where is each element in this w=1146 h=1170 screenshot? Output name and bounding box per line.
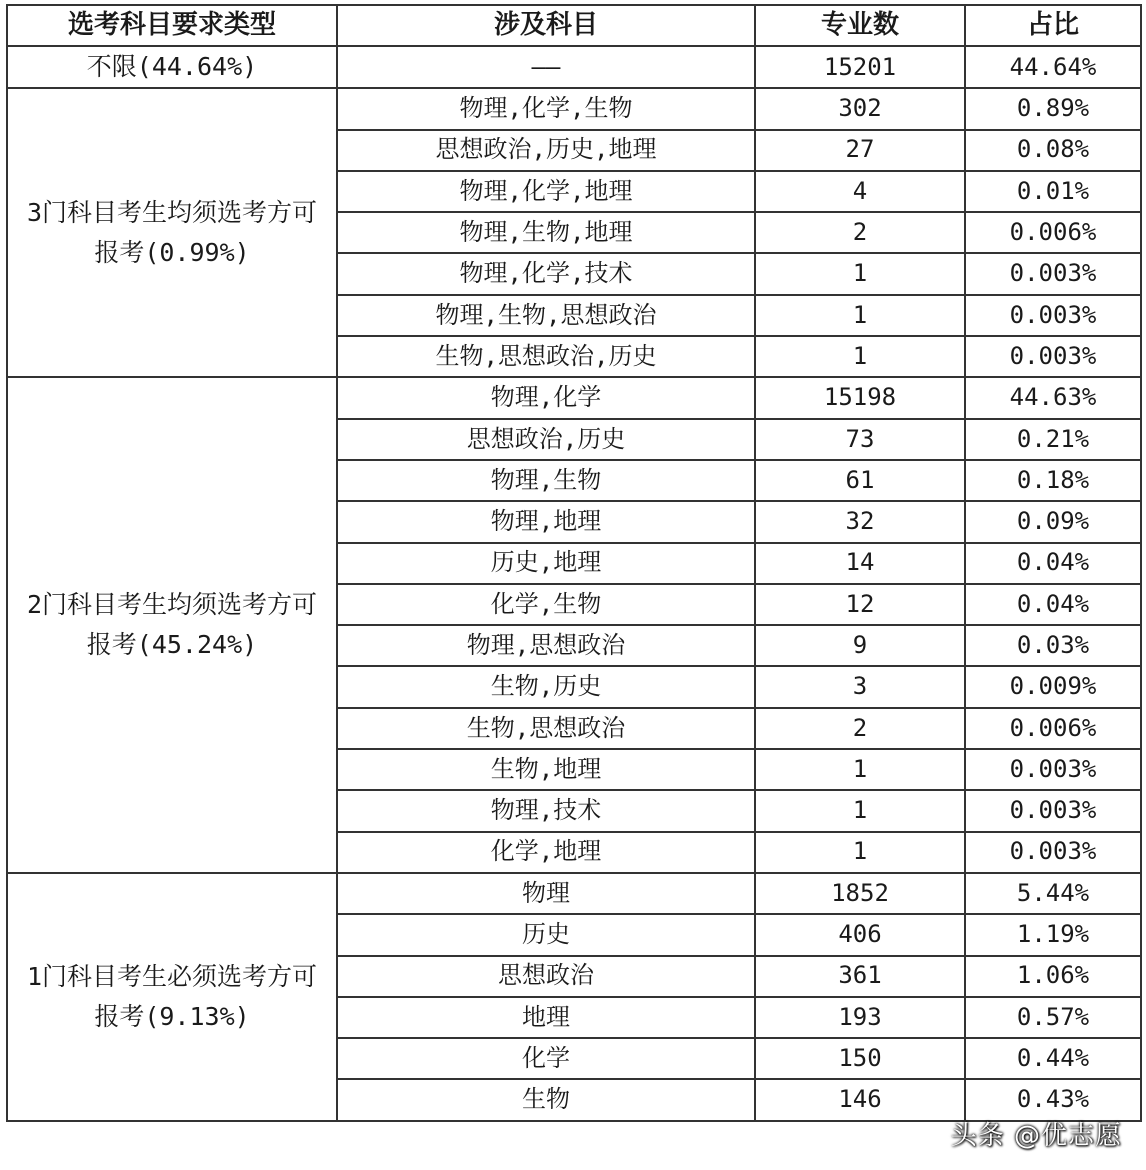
subjects-cell: 生物 — [337, 1079, 755, 1120]
major-count-cell: 361 — [755, 956, 965, 997]
subjects-cell: 物理,生物 — [337, 460, 755, 501]
major-count-cell: 1 — [755, 295, 965, 336]
ratio-cell: 0.003% — [965, 790, 1141, 831]
major-count-cell: 406 — [755, 914, 965, 955]
subjects-cell: 化学,生物 — [337, 584, 755, 625]
major-count-cell: 27 — [755, 130, 965, 171]
subjects-cell: 物理,化学 — [337, 377, 755, 418]
requirement-type-cell: 2门科目考生均须选考方可报考(45.24%) — [7, 377, 337, 873]
major-count-cell: 302 — [755, 88, 965, 129]
subjects-cell: 生物,历史 — [337, 666, 755, 707]
ratio-cell: 0.009% — [965, 666, 1141, 707]
table-row — [7, 377, 1141, 418]
subjects-cell: 历史 — [337, 914, 755, 955]
subjects-cell: 地理 — [337, 997, 755, 1038]
major-count-cell: 73 — [755, 419, 965, 460]
header-ratio: 占比 — [965, 5, 1141, 46]
major-count-cell: 61 — [755, 460, 965, 501]
subjects-cell: 思想政治,历史,地理 — [337, 130, 755, 171]
ratio-cell: 0.003% — [965, 336, 1141, 377]
major-count-cell: 3 — [755, 666, 965, 707]
major-count-cell: 1 — [755, 790, 965, 831]
ratio-cell: 1.19% — [965, 914, 1141, 955]
major-count-cell: 15198 — [755, 377, 965, 418]
ratio-cell: 0.01% — [965, 171, 1141, 212]
ratio-cell: 0.03% — [965, 625, 1141, 666]
subjects-cell: 生物,思想政治,历史 — [337, 336, 755, 377]
major-count-cell: 146 — [755, 1079, 965, 1120]
ratio-cell: 0.43% — [965, 1079, 1141, 1120]
ratio-cell: 0.89% — [965, 88, 1141, 129]
subjects-cell: 历史,地理 — [337, 543, 755, 584]
major-count-cell: 14 — [755, 543, 965, 584]
major-count-cell: 1 — [755, 749, 965, 790]
ratio-cell: 5.44% — [965, 873, 1141, 914]
subjects-cell: 思想政治 — [337, 956, 755, 997]
ratio-cell: 0.09% — [965, 501, 1141, 542]
ratio-cell: 0.003% — [965, 832, 1141, 873]
major-count-cell: 1 — [755, 832, 965, 873]
table-body — [7, 46, 1141, 1120]
subjects-cell: 物理,思想政治 — [337, 625, 755, 666]
subjects-cell: 物理,地理 — [337, 501, 755, 542]
subjects-cell: 物理,化学,地理 — [337, 171, 755, 212]
subjects-cell: 物理,生物,地理 — [337, 212, 755, 253]
requirement-type-cell: 3门科目考生均须选考方可报考(0.99%) — [7, 88, 337, 377]
subjects-cell: 物理,技术 — [337, 790, 755, 831]
major-count-cell: 15201 — [755, 46, 965, 88]
header-major-count: 专业数 — [755, 5, 965, 46]
header-row — [7, 5, 1141, 46]
major-count-cell: 2 — [755, 708, 965, 749]
table-row — [7, 88, 1141, 129]
major-count-cell: 2 — [755, 212, 965, 253]
ratio-cell: 0.04% — [965, 543, 1141, 584]
header-requirement-type: 选考科目要求类型 — [7, 5, 337, 46]
ratio-cell: 44.63% — [965, 377, 1141, 418]
ratio-cell: 0.006% — [965, 212, 1141, 253]
major-count-cell: 4 — [755, 171, 965, 212]
major-count-cell: 1 — [755, 253, 965, 294]
ratio-cell: 0.003% — [965, 253, 1141, 294]
ratio-cell: 0.003% — [965, 749, 1141, 790]
major-count-cell: 1 — [755, 336, 965, 377]
requirement-type-cell: 1门科目考生必须选考方可报考(9.13%) — [7, 873, 337, 1121]
subjects-cell: 物理 — [337, 873, 755, 914]
ratio-cell: 0.21% — [965, 419, 1141, 460]
source-watermark: 头条 @优志愿 — [950, 1121, 1122, 1151]
ratio-cell: 1.06% — [965, 956, 1141, 997]
ratio-cell: 44.64% — [965, 46, 1141, 88]
header-subjects: 涉及科目 — [337, 5, 755, 46]
subjects-cell: 物理,生物,思想政治 — [337, 295, 755, 336]
subjects-cell: 物理,化学,技术 — [337, 253, 755, 294]
subject-requirements-table — [6, 4, 1142, 1122]
table-container — [6, 4, 1142, 1122]
ratio-cell: 0.18% — [965, 460, 1141, 501]
subjects-cell: —— — [337, 46, 755, 88]
ratio-cell: 0.08% — [965, 130, 1141, 171]
subjects-cell: 物理,化学,生物 — [337, 88, 755, 129]
ratio-cell: 0.003% — [965, 295, 1141, 336]
major-count-cell: 32 — [755, 501, 965, 542]
major-count-cell: 1852 — [755, 873, 965, 914]
ratio-cell: 0.44% — [965, 1038, 1141, 1079]
subjects-cell: 化学,地理 — [337, 832, 755, 873]
ratio-cell: 0.04% — [965, 584, 1141, 625]
major-count-cell: 150 — [755, 1038, 965, 1079]
subjects-cell: 生物,思想政治 — [337, 708, 755, 749]
major-count-cell: 9 — [755, 625, 965, 666]
ratio-cell: 0.57% — [965, 997, 1141, 1038]
subjects-cell: 化学 — [337, 1038, 755, 1079]
subjects-cell: 生物,地理 — [337, 749, 755, 790]
ratio-cell: 0.006% — [965, 708, 1141, 749]
subjects-cell: 思想政治,历史 — [337, 419, 755, 460]
requirement-type-cell: 不限(44.64%) — [7, 46, 337, 88]
major-count-cell: 193 — [755, 997, 965, 1038]
major-count-cell: 12 — [755, 584, 965, 625]
table-row — [7, 46, 1141, 88]
table-row — [7, 873, 1141, 914]
